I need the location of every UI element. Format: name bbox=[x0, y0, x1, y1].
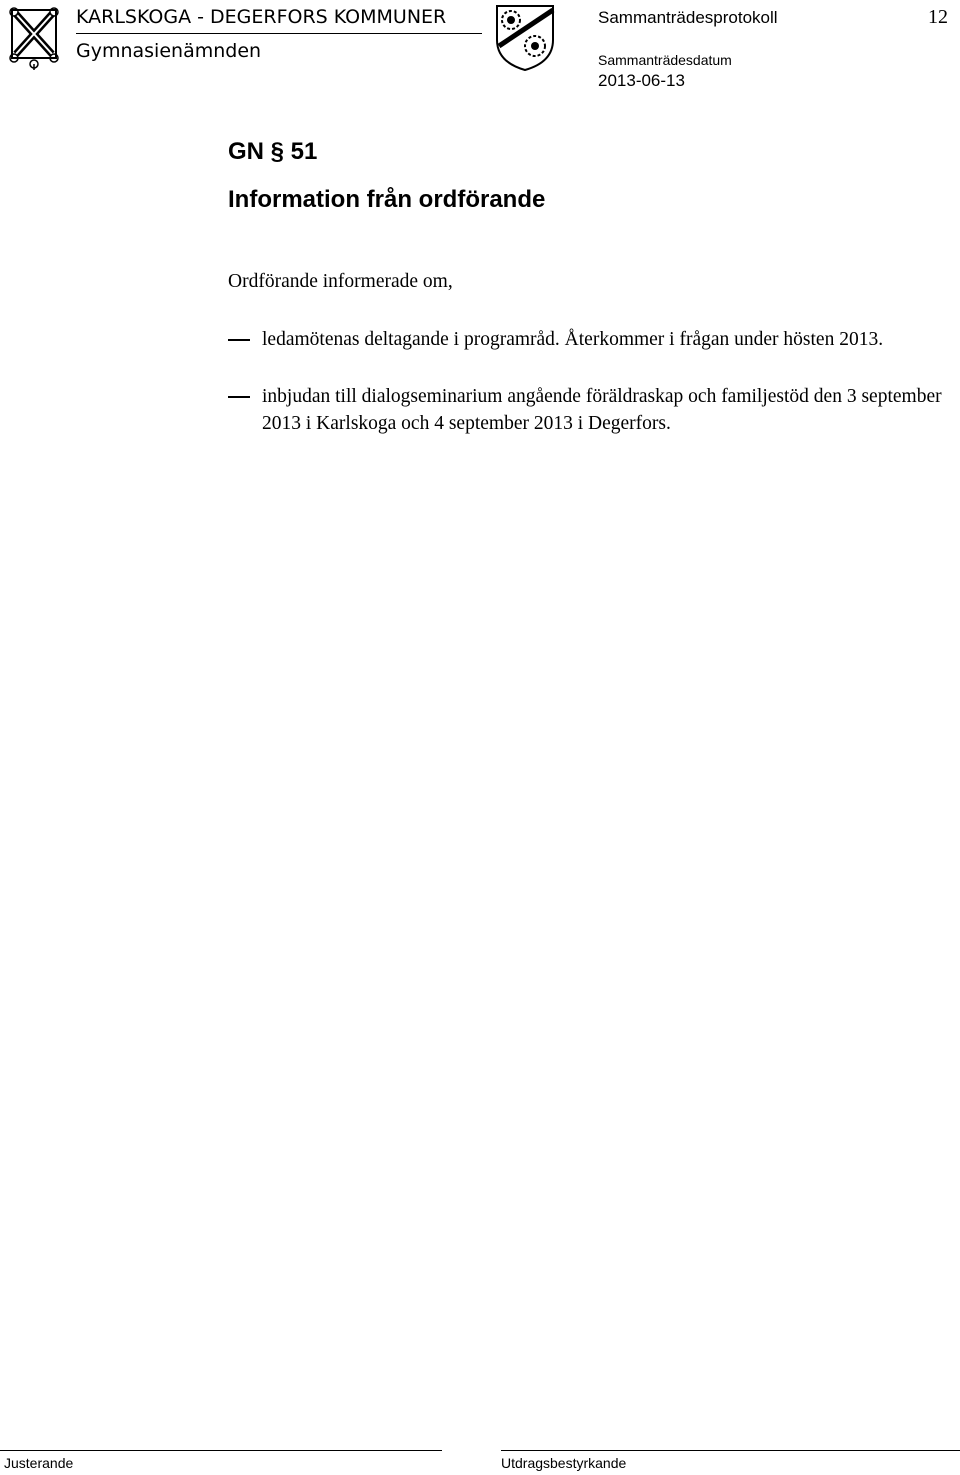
footer-divider-right bbox=[501, 1450, 960, 1451]
degerfors-crest-icon bbox=[493, 2, 557, 72]
paragraph-number: GN § 51 bbox=[228, 138, 318, 165]
meeting-date: 2013-06-13 bbox=[598, 71, 685, 90]
committee-name: Gymnasienämnden bbox=[76, 40, 262, 62]
page-number: 12 bbox=[928, 6, 948, 28]
dash-bullet-icon bbox=[228, 396, 250, 398]
dash-bullet-icon bbox=[228, 339, 250, 341]
section-heading: Information från ordförande bbox=[228, 186, 546, 213]
list-item bbox=[228, 383, 960, 437]
list-item-text: ledamötenas deltagande i programråd. Återkommer i frågan under hösten 2013. bbox=[262, 329, 884, 350]
extract-certification-label: Utdragsbestyrkande bbox=[501, 1455, 627, 1471]
footer-divider-left bbox=[0, 1450, 442, 1451]
header-divider bbox=[76, 33, 482, 34]
organization-name: KARLSKOGA - DEGERFORS KOMMUNER bbox=[76, 6, 447, 28]
meeting-date-label: Sammanträdesdatum bbox=[598, 52, 732, 68]
adjuster-label: Justerande bbox=[4, 1455, 74, 1471]
information-list bbox=[228, 326, 960, 467]
intro-text: Ordförande informerade om, bbox=[228, 271, 453, 292]
list-item bbox=[228, 326, 960, 353]
document-type: Sammanträdesprotokoll bbox=[598, 8, 778, 27]
list-item-text: inbjudan till dialogseminarium angående föräldraskap och familjestöd den 3 september 2013 i Karlskoga och 4 september 2013 i Degerfors. bbox=[262, 386, 942, 434]
karlskoga-crest-icon bbox=[6, 4, 62, 70]
